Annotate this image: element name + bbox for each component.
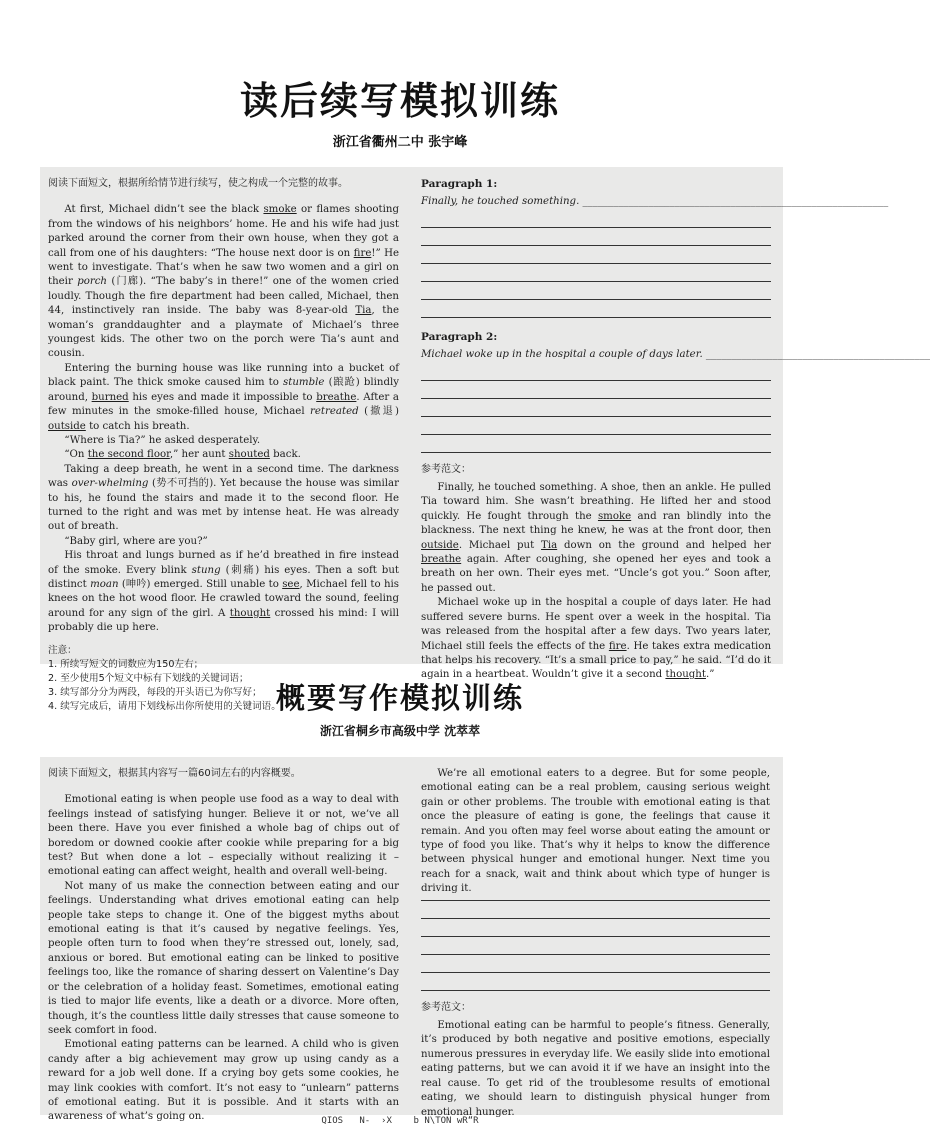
passage-paragraph: Not many of us make the connection between eating and our feelings. Understanding what drives emotional eating can help people take steps to change it. One of the biggest myths about emotional eating is that it’s caused by negative feelings. Yes, people often turn to food when they’re stressed out, lonely, sad, anxious or bored. But emotional eating can be linked to positive feelings too, like the romance of sharing dessert on Valentine’s Day or the celebration of a holiday feast. Sometimes, emotional eating is tied to major life events, like a death or a divorce. More often, though, it’s the countless little daily stresses that cause someone to seek comfort in food. bbox=[48, 880, 399, 1036]
key-word: fire bbox=[608, 640, 627, 652]
key-word: shouted bbox=[228, 449, 270, 461]
notes-title: 注意： bbox=[48, 644, 77, 656]
story-paragraph: “Where is Tia?” he asked desperately. bbox=[64, 434, 261, 446]
answer1-title: 参考范文： bbox=[421, 463, 471, 475]
paragraph1-start: Finally, he touched something. ____________________________________________________________ bbox=[421, 196, 889, 208]
key-word: outside bbox=[421, 539, 459, 551]
key-word: thought bbox=[229, 607, 271, 619]
story-column bbox=[48, 177, 399, 714]
paragraph2-writing-lines[interactable] bbox=[421, 363, 771, 453]
writing-column bbox=[421, 177, 930, 683]
glossed-word: moan bbox=[90, 578, 119, 590]
passage-paragraph: Emotional eating is when people use food as a way to deal with feelings instead of satisfying hunger. Believe it or not, we’ve all been there. Have you ever finished a whole bag of chips out of boredom or downed cookie after cookie while preparing for a big test? But when done a lot – especially without realizing it – emotional eating can affect weight, health and overall well-being. bbox=[48, 794, 399, 878]
page-footer: QIOS N- ›X b N\TON wR“R bbox=[321, 1116, 479, 1126]
section1-instruction: 阅读下面短文，根据所给情节进行续写，使之构成一个完整的故事。 bbox=[48, 178, 348, 189]
key-word: the second floor bbox=[87, 449, 170, 461]
section2-instruction: 阅读下面短文，根据其内容写一篇60词左右的内容概要。 bbox=[48, 768, 301, 779]
story-paragraph: His throat and lungs burned as if he’d breathed in fire instead of the smoke. Every blink stung (刺痛) his eyes. Then a soft but distinct moan (呻吟) emerged. Still unable to see, Michael fell to his knees on the hot wood floor. He crawled toward the sound, feeling around for any sign of the girl. A thought crossed his mind: I will probably die up here. bbox=[48, 550, 399, 634]
note-item: 4. 续写完成后，请用下划线标出你所使用的关键词语。 bbox=[48, 700, 281, 712]
passage-paragraph: Emotional eating patterns can be learned. A child who is given candy after a big achievement may grow up using candy as a reward for a job well done. If a crying boy gets some cookies, he may link cookies with comfort. It’s not easy to “unlearn” patterns of emotional eating. But it is possible. And it starts with an awareness of what’s going on. bbox=[48, 1039, 399, 1123]
paragraph2-label: Paragraph 2: bbox=[421, 330, 498, 343]
paragraph1-label: Paragraph 1: bbox=[421, 178, 498, 190]
glossed-word: retreated bbox=[310, 406, 359, 418]
passage-column-left bbox=[48, 767, 399, 1125]
story-paragraph: Entering the burning house was like running into a bucket of black paint. The thick smoke caused him to stumble (踉跄) blindly around, burned his eyes and made it impossible to breathe. After a few minutes in the smoke-filled house, Michael retreated (撤退) outside to catch his breath. bbox=[48, 362, 399, 432]
section1-author: 浙江省衢州二中 张宇峰 bbox=[332, 135, 468, 150]
passage-paragraph: We’re all emotional eaters to a degree. But for some people, emotional eating can be a real problem, causing serious weight gain or other problems. The trouble with emotional eating is that once the pleasure of eating is gone, the feelings that cause it remain. And you often may feel worse about eating the amount or type of food you like. That’s why it helps to know the difference between physical hunger and emotional hunger. Next time you reach for a snack, wait and think about which type of hunger is driving it. bbox=[421, 768, 770, 895]
answer-paragraph: Michael woke up in the hospital a couple of days later. He had suffered severe burns. He spent over a week in the hospital. Tia was released from the hospital after a few days. Two years later, Michael still feels the effects of the fire. He takes extra medication that helps his recovery. “It’s a small price to pay,” he said. “I’d do it again in a heartbeat. Wouldn’t give it a second thought.” bbox=[421, 597, 772, 681]
story-paragraph: Taking a deep breath, he went in a second time. The darkness was over-whelming (势不可挡的). Yet because the house was similar to his, he found the stairs and made it to the second floor. He turned to the right and was met by intense heat. He was already out of breath. bbox=[48, 463, 399, 533]
glossed-word: porch bbox=[77, 276, 107, 288]
passage-column-right bbox=[421, 767, 770, 1120]
section1-title: 读后续写模拟训练 bbox=[239, 79, 560, 123]
key-word: Tia bbox=[355, 305, 372, 317]
key-word: smoke bbox=[597, 510, 632, 522]
answer2-title: 参考范文： bbox=[421, 1001, 471, 1013]
key-word: Tia bbox=[541, 539, 558, 551]
key-word: smoke bbox=[263, 204, 297, 216]
key-word: breathe bbox=[316, 391, 357, 403]
note-item: 2. 至少使用5个短文中标有下划线的关键词语； bbox=[48, 672, 249, 684]
story-paragraph: “Baby girl, where are you?” bbox=[64, 535, 208, 547]
answer-paragraph: Finally, he touched something. A shoe, then an ankle. He pulled Tia toward him. She wasn’t breathing. He lifted her and stood quickly. He fought through the smoke and ran blindly into the blackness. The next thing he knew, he was at the front door, then outside. Michael put Tia down on the ground and helped her breathe again. After coughing, she opened her eyes and took a breath on her own. Their eyes met. “Uncle’s got you.” Soon after, he passed out. bbox=[421, 482, 771, 594]
key-word: breathe bbox=[421, 554, 462, 566]
glossed-word: stung bbox=[191, 564, 221, 576]
key-word: fire bbox=[353, 247, 372, 259]
key-word: thought bbox=[665, 669, 706, 681]
summary-writing-lines[interactable] bbox=[421, 897, 770, 991]
note-item: 1. 所续写短文的词数应为150左右； bbox=[48, 658, 204, 670]
answer1-text bbox=[421, 481, 771, 683]
key-word: burned bbox=[91, 391, 129, 403]
key-word: see bbox=[282, 578, 300, 590]
note-item: 3. 续写部分分为两段，每段的开头语已为你写好； bbox=[48, 686, 262, 698]
section2-author: 浙江省桐乡市高级中学 沈萃萃 bbox=[319, 724, 481, 738]
paragraph1-writing-lines[interactable] bbox=[421, 210, 771, 318]
story-paragraph: “On the second floor,” her aunt shouted back. bbox=[64, 449, 301, 461]
glossed-word: stumble bbox=[283, 377, 325, 389]
key-word: outside bbox=[48, 420, 86, 432]
answer2-text: Emotional eating can be harmful to people’s fitness. Generally, it’s produced by both negative and positive emotions, especially numerous pressures in everyday life. We easily slide into emotional eating patterns, but we can avoid it if we have an insight into the real cause. To get rid of the troublesome results of emotional eating, we should learn to distinguish physical hunger from emotional hunger. bbox=[421, 1020, 770, 1118]
glossed-word: over-whelming bbox=[71, 478, 149, 490]
story-text bbox=[48, 203, 399, 635]
story-paragraph: At first, Michael didn’t see the black smoke or flames shooting from the windows of his neighbors’ home. He and his wife had just parked around the corner from their own house, when they got a call from one of his daughters: “The house next door is on fire!” He went to investigate. That’s when he saw two women and a girl on their porch (门廊). “The baby’s in there!” one of the women cried loudly. Though the fire department had been called, Michael, then 44, instinctively ran inside. The baby was 8-year-old Tia, the woman’s granddaughter and a playmate of Michael’s three youngest kids. The other two on the porch were Tia’s aunt and cousin. bbox=[48, 204, 399, 360]
paragraph2-start: Michael woke up in the hospital a couple of days later. ____________________________________________ bbox=[421, 349, 930, 361]
section2-title: 概要写作模拟训练 bbox=[275, 681, 524, 715]
